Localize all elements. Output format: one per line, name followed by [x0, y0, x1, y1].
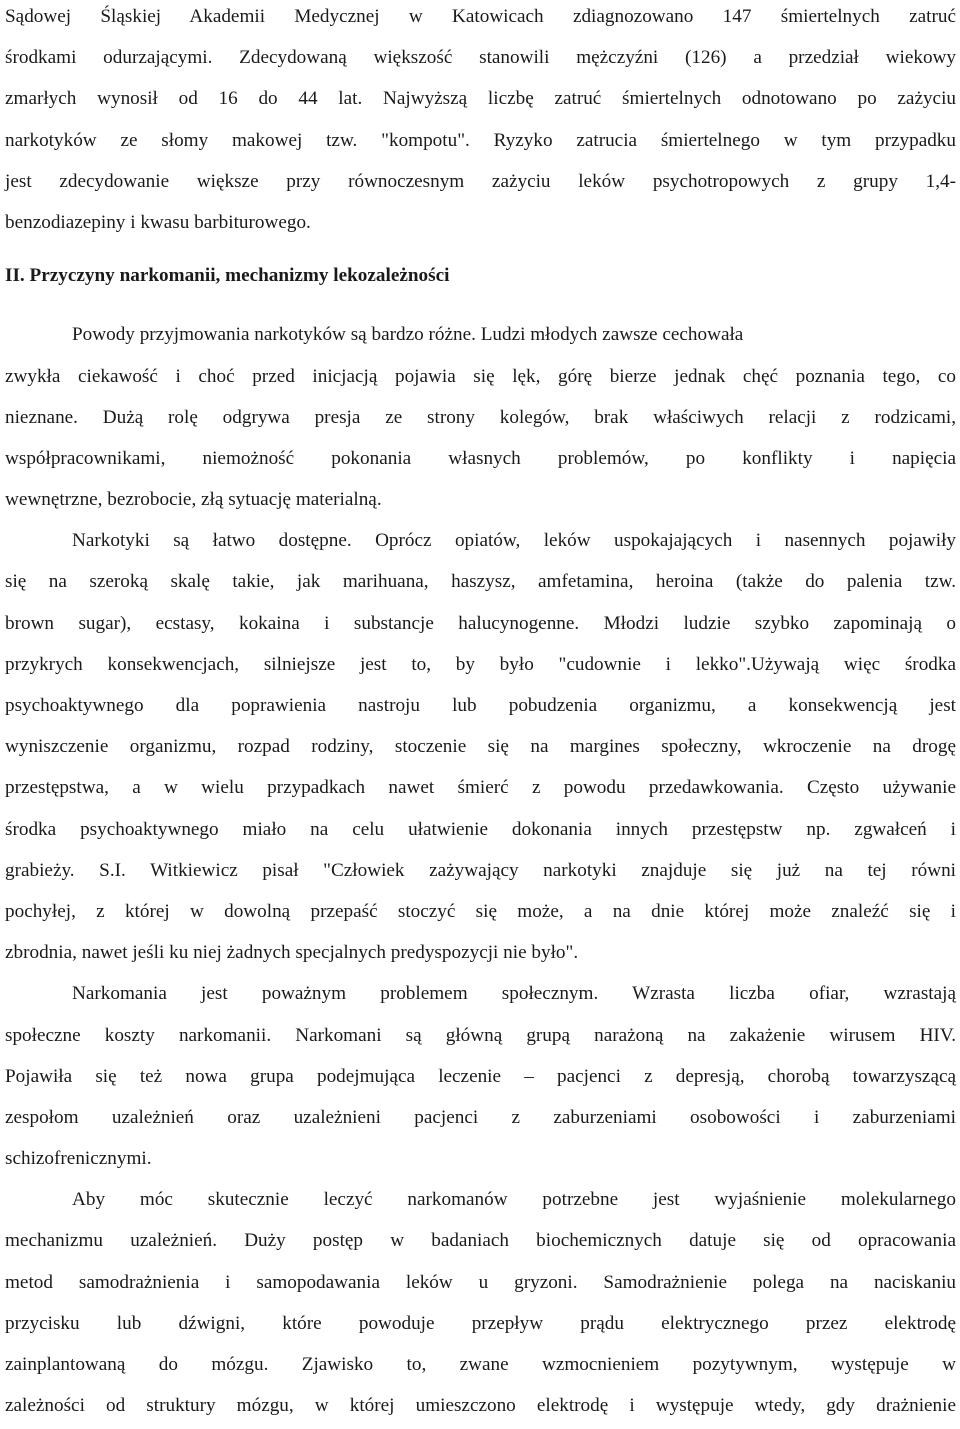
- text-line: nieznane. Dużą rolę odgrywa presja ze strony kolegów, brak właściwych relacji z rodzicami,: [5, 406, 956, 428]
- text-line: się na szeroką skalę takie, jak marihuana, haszysz, amfetamina, heroina (także do palenia tzw.: [5, 571, 956, 593]
- text-line: pochyłej, z której w dowolną przepaść stoczyć się może, a na dnie której może znaleźć się i: [5, 900, 956, 922]
- text-line: mechanizmu uzależnień. Duży postęp w badaniach biochemicznych datuje się od opracowania: [5, 1230, 956, 1252]
- text-line: zbrodnia, nawet jeśli ku niej żadnych specjalnych predyspozycji nie było".: [5, 942, 579, 964]
- paragraph-social-problem: [5, 973, 956, 1179]
- text-line: zainplantowaną do mózgu. Zjawisko to, zwane wzmocnieniem pozytywnym, występuje w: [5, 1354, 956, 1375]
- text-line: Narkomania jest poważnym problemem społecznym. Wzrasta liczba ofiar, wzrastają: [72, 983, 956, 1005]
- text-line: jest zdecydowanie większe przy równoczesnym zażyciu leków psychotropowych z grupy 1,4-: [5, 170, 956, 192]
- text-line: środkami odurzającymi. Zdecydowaną większość stanowili mężczyźni (126) a przedział wiekowy: [5, 47, 956, 69]
- text-line: benzodiazepiny i kwasu barbiturowego.: [5, 211, 311, 233]
- text-line: środka psychoaktywnego miało na celu ułatwienie dokonania innych przestępstw np. zgwałceń i: [5, 818, 956, 840]
- paragraph-availability: [5, 520, 956, 973]
- text-line: przykrych konsekwencjach, silniejsze jest to, by było "cudownie i lekko".Używają więc środka: [5, 653, 956, 675]
- text-line: wyniszczenie organizmu, rozpad rodziny, stoczenie się na margines społeczny, wkroczenie na drogę: [5, 736, 956, 758]
- paragraph-causes: [5, 314, 956, 520]
- text-line: metod samodrażnienia i samopodawania leków u gryzoni. Samodrażnienie polega na naciskaniu: [5, 1271, 956, 1293]
- text-line: narkotyków ze słomy makowej tzw. "kompotu". Ryzyko zatrucia śmiertelnego w tym przypadku: [5, 129, 956, 151]
- text-line: społeczne koszty narkomanii. Narkomani są główną grupą narażoną na zakażenie wirusem HIV.: [5, 1024, 956, 1046]
- document-page: [5, 0, 956, 1426]
- text-line: wewnętrzne, bezrobocie, złą sytuację materialną.: [5, 489, 382, 511]
- text-line: Sądowej Śląskiej Akademii Medycznej w Katowicach zdiagnozowano 147 śmiertelnych zatruć: [5, 6, 956, 27]
- text-line: psychoaktywnego dla poprawienia nastroju lub pobudzenia organizmu, a konsekwencją jest: [5, 695, 956, 716]
- intro-paragraph: [5, 0, 956, 243]
- text-line: przestępstwa, a w wielu przypadkach nawet śmierć z powodu przedawkowania. Często używanie: [5, 777, 956, 799]
- text-line: zwykła ciekawość i choć przed inicjacją pojawia się lęk, górę bierze jednak chęć poznania tego, co: [5, 365, 956, 387]
- text-line: zależności od struktury mózgu, w której umieszczono elektrodę i występuje wtedy, gdy drażnienie: [5, 1395, 956, 1417]
- text-line: zespołom uzależnień oraz uzależnieni pacjenci z zaburzeniami osobowości i zaburzeniami: [5, 1106, 956, 1128]
- section-heading: II. Przyczyny narkomanii, mechanizmy lekozależności: [5, 265, 450, 287]
- text-line: przycisku lub dźwigni, które powoduje przepływ prądu elektrycznego przez elektrodę: [5, 1312, 956, 1334]
- text-line: Narkotyki są łatwo dostępne. Oprócz opiatów, leków uspokajających i nasennych pojawiły: [72, 530, 956, 552]
- text-line: Pojawiła się też nowa grupa podejmująca leczenie – pacjenci z depresją, chorobą towarzyszącą: [5, 1065, 956, 1087]
- text-line: grabieży. S.I. Witkiewicz pisał "Człowiek zażywający narkotyki znajduje się już na tej równi: [5, 859, 956, 881]
- text-line: Aby móc skutecznie leczyć narkomanów potrzebne jest wyjaśnienie molekularnego: [72, 1189, 956, 1211]
- text-line: schizofrenicznymi.: [5, 1148, 152, 1170]
- text-line: zmarłych wynosił od 16 do 44 lat. Najwyższą liczbę zatruć śmiertelnych odnotowano po zażyciu: [5, 88, 956, 110]
- text-line: Powody przyjmowania narkotyków są bardzo różne. Ludzi młodych zawsze cechowała: [72, 324, 744, 346]
- text-line: współpracownikami, niemożność pokonania własnych problemów, po konflikty i napięcia: [5, 447, 956, 469]
- paragraph-mechanism: [5, 1179, 956, 1426]
- text-line: brown sugar), ecstasy, kokaina i substancje halucynogenne. Młodzi ludzie szybko zapominają o: [5, 612, 956, 634]
